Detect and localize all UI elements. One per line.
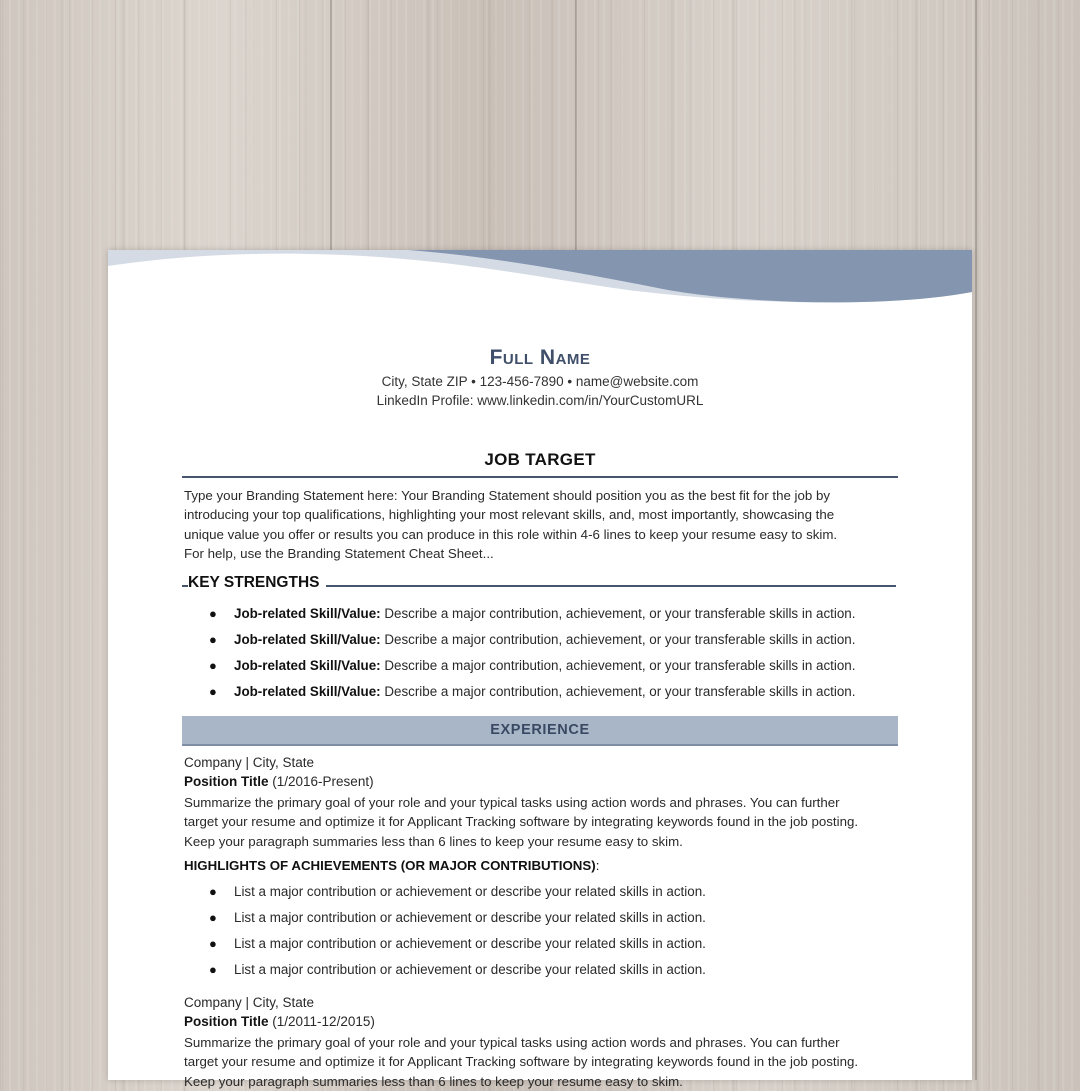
key-strengths-list bbox=[182, 606, 898, 710]
position-line: Position Title (1/2016-Present) bbox=[184, 774, 374, 789]
list-item: ● Job-related Skill/Value: Describe a major contribution, achievement, or your transferable skills in action. bbox=[209, 632, 856, 647]
job-target-rule bbox=[182, 476, 898, 478]
branding-statement bbox=[184, 486, 896, 563]
position-line: Position Title (1/2011-12/2015) bbox=[184, 1014, 375, 1029]
job-summary: Summarize the primary goal of your role and your typical tasks using action words and phrases. You can further target your resume and optimize it for Applicant Tracking software by integrating keywords found in the job posting. Keep your paragraph summaries less than 6 lines to keep your resume easy to skim. bbox=[184, 1035, 859, 1089]
bullet-icon: ● bbox=[209, 684, 217, 699]
list-item: ● List a major contribution or achievement or describe your related skills in action. bbox=[209, 936, 706, 951]
list-item: ● Job-related Skill/Value: Describe a major contribution, achievement, or your transferable skills in action. bbox=[209, 606, 856, 621]
list-item: ● Job-related Skill/Value: Describe a major contribution, achievement, or your transferable skills in action. bbox=[209, 658, 856, 673]
branding-line: unique value you offer or results you can produce in this role within 4-6 lines to keep your resume easy to skim. bbox=[184, 526, 838, 542]
job-target-title: JOB TARGET bbox=[484, 450, 596, 469]
contact-line: City, State ZIP • 123-456-7890 • name@website.com bbox=[381, 374, 699, 389]
company-line: Company | City, State bbox=[184, 755, 315, 770]
bullet-icon: ● bbox=[209, 910, 217, 925]
highlights-list bbox=[182, 884, 898, 988]
list-item: ● List a major contribution or achievement or describe your related skills in action. bbox=[209, 884, 706, 899]
job-summary: Summarize the primary goal of your role and your typical tasks using action words and phrases. You can further target your resume and optimize it for Applicant Tracking software by integrating keywords found in the job posting. Keep your paragraph summaries less than 6 lines to keep your resume easy to skim. bbox=[184, 795, 859, 849]
wood-seam bbox=[975, 0, 977, 1080]
bullet-icon: ● bbox=[209, 936, 217, 951]
bullet-icon: ● bbox=[209, 632, 217, 647]
list-item: ● List a major contribution or achievement or describe your related skills in action. bbox=[209, 962, 706, 977]
resume-page bbox=[108, 250, 972, 1089]
key-strengths-header bbox=[182, 574, 898, 596]
branding-line: introducing your top qualifications, highlighting your most relevant skills, and, most importantly, showcasing the bbox=[184, 507, 835, 523]
bullet-icon: ● bbox=[209, 606, 217, 621]
full-name: Full Name bbox=[489, 346, 591, 369]
experience-section-bar: EXPERIENCE bbox=[182, 716, 898, 746]
list-item: ● List a major contribution or achievement or describe your related skills in action. bbox=[209, 910, 706, 925]
branding-line: For help, use the Branding Statement Cheat Sheet... bbox=[184, 545, 494, 561]
linkedin-line: LinkedIn Profile: www.linkedin.com/in/YourCustomURL bbox=[376, 393, 704, 408]
bullet-icon: ● bbox=[209, 884, 217, 899]
highlights-title: HIGHLIGHTS OF ACHIEVEMENTS (OR MAJOR CONTRIBUTIONS): bbox=[184, 858, 600, 873]
key-strengths-title: KEY STRENGTHS bbox=[188, 574, 326, 592]
branding-line: Type your Branding Statement here: Your Branding Statement should position you as the best fit for the job by bbox=[184, 488, 831, 503]
header-wave-graphic bbox=[108, 250, 972, 310]
list-item: ● Job-related Skill/Value: Describe a major contribution, achievement, or your transferable skills in action. bbox=[209, 684, 856, 699]
company-line: Company | City, State bbox=[184, 995, 315, 1010]
bullet-icon: ● bbox=[209, 962, 217, 977]
bullet-icon: ● bbox=[209, 658, 217, 673]
